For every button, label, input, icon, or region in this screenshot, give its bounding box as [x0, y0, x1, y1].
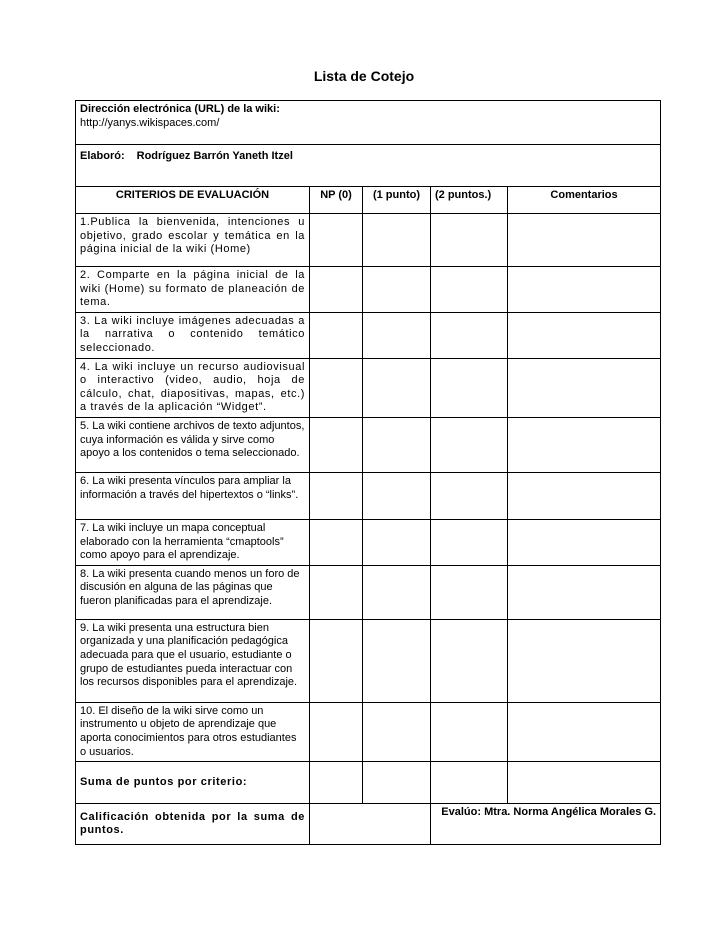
- criterion-text: 1.Publica la bienvenida, intenciones u objetivo, grado escolar y temática en la página inicial de la wiki (Home): [76, 214, 310, 267]
- two-points-cell: [431, 472, 508, 519]
- author-cell: [76, 145, 661, 187]
- sum-label: Suma de puntos por criterio:: [76, 762, 310, 804]
- table-row: [76, 214, 661, 267]
- one-point-cell: [363, 619, 431, 702]
- comments-cell: [508, 312, 661, 358]
- np-cell: [310, 417, 363, 472]
- two-points-cell: [431, 702, 508, 761]
- one-point-cell: [363, 214, 431, 267]
- np-cell: [310, 702, 363, 761]
- author-label: Elaboró:: [80, 150, 125, 162]
- sum-two-points-cell: [431, 762, 508, 804]
- comments-cell: [508, 519, 661, 565]
- sum-comments-cell: [508, 762, 661, 804]
- one-point-cell: [363, 702, 431, 761]
- grade-label: Calificación obtenida por la suma de puntos.: [76, 804, 310, 845]
- one-point-cell: [363, 267, 431, 313]
- checklist-table: [75, 100, 661, 845]
- two-points-cell: [431, 619, 508, 702]
- author-name: Rodríguez Barrón Yaneth Itzel: [136, 150, 293, 162]
- comments-cell: [508, 267, 661, 313]
- table-row: [76, 267, 661, 313]
- two-points-cell: [431, 519, 508, 565]
- criterion-text: 7. La wiki incluye un mapa conceptual elaborado con la herramienta “cmaptools” como apoyo para el aprendizaje.: [76, 519, 310, 565]
- one-point-cell: [363, 472, 431, 519]
- header-np: NP (0): [310, 187, 363, 214]
- comments-cell: [508, 702, 661, 761]
- criterion-text: 9. La wiki presenta una estructura bien organizada y una planificación pedagógica adecuada para que el usuario, estudiante o grupo de estudiantes pueda interactuar con los recursos disponibles para el aprendizaje.: [76, 619, 310, 702]
- header-comments: Comentarios: [508, 187, 661, 214]
- sum-row: [76, 762, 661, 804]
- comments-cell: [508, 417, 661, 472]
- one-point-cell: [363, 358, 431, 417]
- criterion-text: 3. La wiki incluye imágenes adecuadas a la narrativa o contenido temático seleccionado.: [76, 312, 310, 358]
- url-label: Dirección electrónica (URL) de la wiki:: [80, 103, 280, 115]
- sum-one-point-cell: [363, 762, 431, 804]
- criterion-text: 6. La wiki presenta vínculos para ampliar la información a través del hipertextos o “links”.: [76, 472, 310, 519]
- table-row: [76, 565, 661, 619]
- criterion-text: 5. La wiki contiene archivos de texto adjuntos, cuya información es válida y sirve como apoyo a los contenidos o tema seleccionado.: [76, 417, 310, 472]
- criterion-text: 8. La wiki presenta cuando menos un foro de discusión en alguna de las páginas que fueron planificadas para el aprendizaje.: [76, 565, 310, 619]
- url-row: [76, 101, 661, 145]
- page-title: Lista de Cotejo: [313, 68, 415, 84]
- header-row: [76, 187, 661, 214]
- header-two-points: (2 puntos.): [431, 187, 508, 214]
- np-cell: [310, 358, 363, 417]
- np-cell: [310, 619, 363, 702]
- one-point-cell: [363, 519, 431, 565]
- comments-cell: [508, 472, 661, 519]
- comments-cell: [508, 214, 661, 267]
- comments-cell: [508, 358, 661, 417]
- grade-value-cell: [310, 804, 431, 845]
- criterion-text: 4. La wiki incluye un recurso audiovisual o interactivo (video, audio, hoja de cálculo, chat, diapositivas, mapas, etc.) a través de la aplicación “Widget”.: [76, 358, 310, 417]
- two-points-cell: [431, 214, 508, 267]
- comments-cell: [508, 619, 661, 702]
- np-cell: [310, 267, 363, 313]
- criterion-text: 2. Comparte en la página inicial de la wiki (Home) su formato de planeación de tema.: [76, 267, 310, 313]
- one-point-cell: [363, 312, 431, 358]
- table-row: [76, 358, 661, 417]
- two-points-cell: [431, 358, 508, 417]
- np-cell: [310, 312, 363, 358]
- two-points-cell: [431, 417, 508, 472]
- header-criteria: CRITERIOS DE EVALUACIÓN: [76, 187, 310, 214]
- evaluator: Evalúo: Mtra. Norma Angélica Morales G.: [431, 804, 661, 845]
- table-row: [76, 519, 661, 565]
- url-cell: [76, 101, 661, 145]
- comments-cell: [508, 565, 661, 619]
- one-point-cell: [363, 417, 431, 472]
- np-cell: [310, 472, 363, 519]
- table-row: [76, 619, 661, 702]
- table-row: [76, 702, 661, 761]
- two-points-cell: [431, 565, 508, 619]
- two-points-cell: [431, 267, 508, 313]
- np-cell: [310, 565, 363, 619]
- two-points-cell: [431, 312, 508, 358]
- one-point-cell: [363, 565, 431, 619]
- criterion-text: 10. El diseño de la wiki sirve como un instrumento u objeto de aprendizaje que aporta conocimientos para otros estudiantes o usuarios.: [76, 702, 310, 761]
- sum-np-cell: [310, 762, 363, 804]
- table-row: [76, 312, 661, 358]
- np-cell: [310, 214, 363, 267]
- author-row: [76, 145, 661, 187]
- grade-row: [76, 804, 661, 845]
- url-value: http://yanys.wikispaces.com/: [80, 116, 220, 129]
- np-cell: [310, 519, 363, 565]
- header-one-point: (1 punto): [363, 187, 431, 214]
- table-row: [76, 472, 661, 519]
- table-row: [76, 417, 661, 472]
